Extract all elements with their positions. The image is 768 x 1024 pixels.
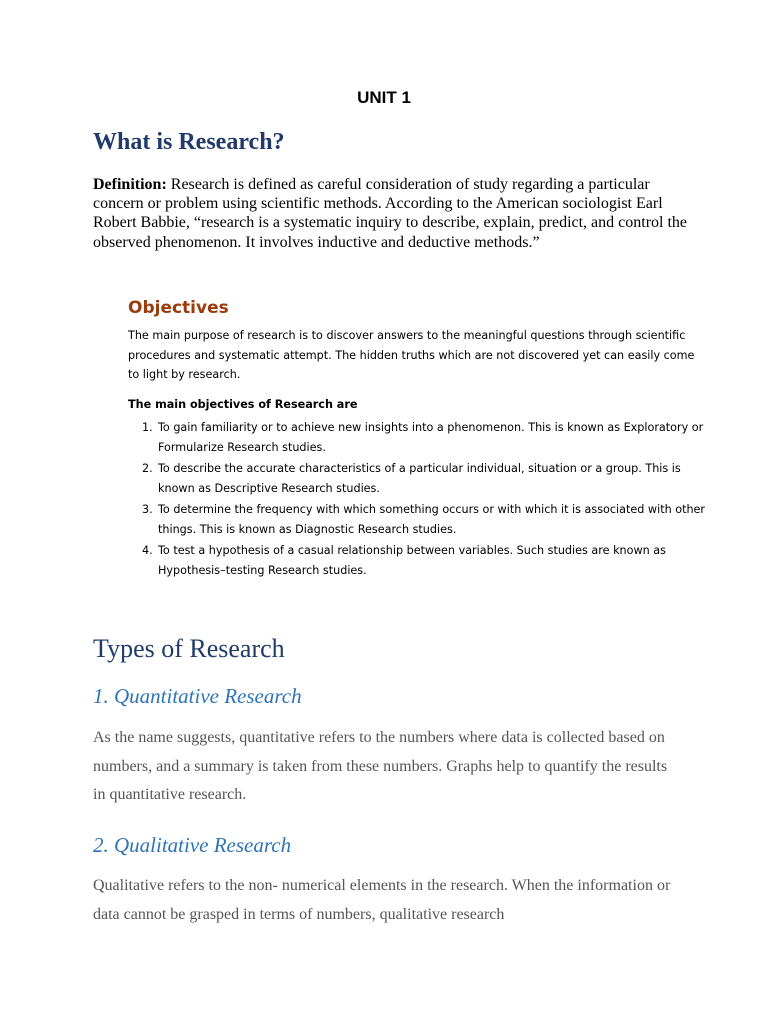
quantitative-research-heading: 1. Quantitative Research	[93, 684, 302, 708]
objectives-section	[128, 298, 706, 582]
unit-title: UNIT 1	[357, 88, 411, 107]
objectives-list	[128, 418, 706, 582]
list-item	[142, 418, 706, 459]
list-item	[142, 541, 706, 582]
objectives-subheading: The main objectives of Research are	[128, 397, 358, 411]
types-of-research-heading: Types of Research	[93, 634, 285, 663]
list-item-text: To describe the accurate characteristics of a particular individual, situation or a group. This is known as Descriptive Research studies.	[158, 461, 681, 495]
qualitative-research-paragraph: Qualitative refers to the non- numerical elements in the research. When the information or data cannot be grasped in terms of numbers, qualitative research	[93, 877, 671, 923]
list-item-number: 3.	[142, 502, 153, 516]
list-item	[142, 500, 706, 541]
list-item-number: 2.	[142, 461, 153, 475]
objectives-intro: The main purpose of research is to discover answers to the meaningful questions through scientific procedures and systematic attempt. The hidden truths which are not discovered yet can easily come to light by research.	[128, 329, 695, 381]
what-is-research-heading: What is Research?	[93, 129, 285, 155]
quantitative-research-paragraph: As the name suggests, quantitative refers to the numbers where data is collected based on numbers, and a summary is taken from these numbers. Graphs help to quantify the results in quantitative research.	[93, 729, 668, 803]
definition-paragraph	[93, 175, 693, 252]
definition-text: Research is defined as careful consideration of study regarding a particular concern or problem using scientific methods. According to the American sociologist Earl Robert Babbie, “research is a systematic inquiry to describe, explain, predict, and control the observed phenomenon. It involves inductive and deductive methods.”	[93, 176, 688, 251]
list-item-text: To gain familiarity or to achieve new insights into a phenomenon. This is known as Exploratory or Formularize Research studies.	[158, 420, 704, 454]
list-item-number: 1.	[142, 420, 153, 434]
qualitative-research-heading: 2. Qualitative Research	[93, 833, 292, 857]
list-item-text: To test a hypothesis of a casual relationship between variables. Such studies are known as Hypothesis–testing Research studies.	[158, 543, 666, 577]
list-item	[142, 459, 706, 500]
objectives-heading: Objectives	[128, 298, 229, 318]
list-item-text: To determine the frequency with which something occurs or with which it is associated with other things. This is known as Diagnostic Research studies.	[158, 502, 706, 536]
definition-label: Definition:	[93, 176, 167, 193]
list-item-number: 4.	[142, 543, 153, 557]
